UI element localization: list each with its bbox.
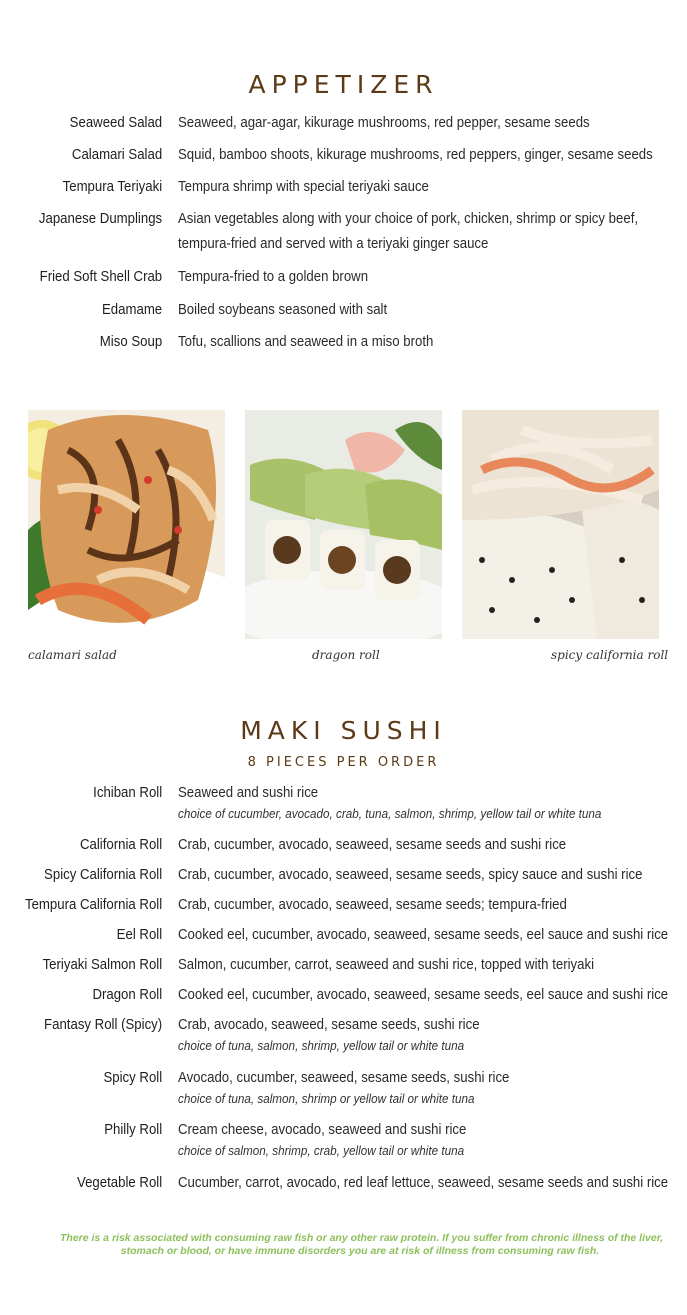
- menu-item: [0, 894, 687, 924]
- item-description: Seaweed and sushi rice: [178, 784, 319, 801]
- disclaimer-line: There is a risk associated with consuming raw fish or any other raw protein. If you suffer from chronic illness of the liver,: [60, 1232, 664, 1244]
- menu-item: [0, 864, 687, 894]
- item-description: Crab, cucumber, avocado, seaweed, sesame seeds and sushi rice: [178, 836, 567, 853]
- dragon-roll-photo: [245, 410, 442, 639]
- item-description: Crab, cucumber, avocado, seaweed, sesame seeds; tempura-fried: [178, 896, 567, 913]
- appetizer-heading: APPETIZER: [248, 70, 439, 99]
- item-description: Tempura-fried to a golden brown: [178, 268, 369, 285]
- item-name: Miso Soup: [99, 333, 163, 350]
- item-description: Cooked eel, cucumber, avocado, seaweed, sesame seeds, eel sauce and sushi rice: [178, 926, 669, 943]
- menu-item: [0, 1067, 687, 1119]
- raw-fish-disclaimer: [60, 1232, 664, 1258]
- menu-item: [0, 1119, 687, 1172]
- item-description: Avocado, cucumber, seaweed, sesame seeds, sushi rice: [178, 1069, 510, 1086]
- item-name: Spicy California Roll: [44, 866, 163, 883]
- item-description: Squid, bamboo shoots, kikurage mushrooms, red peppers, ginger, sesame seeds: [178, 146, 653, 163]
- item-description-cont: tempura-fried and served with a teriyaki ginger sauce: [178, 235, 489, 252]
- menu-item: [0, 1172, 687, 1202]
- menu-item: [0, 954, 687, 984]
- maki-menu: [0, 782, 687, 1202]
- spicy-california-roll-photo: [462, 410, 659, 639]
- menu-item: [0, 331, 687, 363]
- menu-item: [0, 834, 687, 864]
- menu-item: [0, 112, 687, 144]
- item-name: Tempura California Roll: [24, 896, 163, 913]
- disclaimer-line: stomach or blood, or have immune disorders you are at risk of illness from consuming raw fish.: [120, 1245, 600, 1257]
- photo-caption: dragon roll: [312, 648, 380, 662]
- item-name: Ichiban Roll: [93, 784, 163, 801]
- item-name: California Roll: [79, 836, 163, 853]
- menu-item: [0, 266, 687, 299]
- item-name: Eel Roll: [116, 926, 163, 943]
- item-name: Teriyaki Salmon Roll: [42, 956, 163, 973]
- item-description: Tempura shrimp with special teriyaki sauce: [178, 178, 429, 195]
- photo-caption: spicy california roll: [551, 648, 669, 662]
- menu-item: [0, 924, 687, 954]
- item-description: Boiled soybeans seasoned with salt: [178, 301, 388, 318]
- item-name: Edamame: [101, 301, 163, 318]
- item-description: Crab, avocado, seaweed, sesame seeds, sushi rice: [178, 1016, 480, 1033]
- item-description: Tofu, scallions and seaweed in a miso broth: [178, 333, 434, 350]
- item-description: Seaweed, agar-agar, kikurage mushrooms, red pepper, sesame seeds: [178, 114, 590, 131]
- item-note: choice of tuna, salmon, shrimp or yellow tail or white tuna: [178, 1091, 475, 1106]
- item-name: Philly Roll: [104, 1121, 163, 1138]
- photo-caption: calamari salad: [28, 648, 117, 662]
- item-description: Cooked eel, cucumber, avocado, seaweed, sesame seeds, eel sauce and sushi rice: [178, 986, 669, 1003]
- item-name: Tempura Teriyaki: [62, 178, 163, 195]
- item-note: choice of cucumber, avocado, crab, tuna, salmon, shrimp, yellow tail or white tuna: [178, 806, 602, 821]
- item-name: Calamari Salad: [71, 146, 163, 163]
- item-description: Crab, cucumber, avocado, seaweed, sesame seeds, spicy sauce and sushi rice: [178, 866, 643, 883]
- menu-item: [0, 144, 687, 176]
- item-name: Fantasy Roll (Spicy): [44, 1016, 163, 1033]
- item-name: Fried Soft Shell Crab: [39, 268, 163, 285]
- menu-item: [0, 984, 687, 1014]
- item-description: Cucumber, carrot, avocado, red leaf lettuce, seaweed, sesame seeds and sushi rice: [178, 1174, 669, 1191]
- item-note: choice of tuna, salmon, shrimp, yellow tail or white tuna: [178, 1038, 465, 1053]
- menu-item: [0, 208, 687, 266]
- item-name: Vegetable Roll: [77, 1174, 163, 1191]
- item-description: Salmon, cucumber, carrot, seaweed and sushi rice, topped with teriyaki: [178, 956, 595, 973]
- menu-item: [0, 176, 687, 208]
- maki-sushi-subtitle: 8 PIECES PER ORDER: [247, 755, 440, 770]
- item-name: Japanese Dumplings: [38, 210, 163, 227]
- item-description: Asian vegetables along with your choice of pork, chicken, shrimp or spicy beef,: [178, 210, 639, 227]
- item-name: Dragon Roll: [92, 986, 163, 1003]
- appetizer-menu: [0, 112, 687, 363]
- menu-item: [0, 782, 687, 834]
- item-note: choice of salmon, shrimp, crab, yellow tail or white tuna: [178, 1143, 465, 1158]
- maki-sushi-heading: MAKI SUSHI: [240, 716, 447, 745]
- calamari-salad-photo: [28, 410, 225, 639]
- item-description: Cream cheese, avocado, seaweed and sushi rice: [178, 1121, 467, 1138]
- item-name: Seaweed Salad: [69, 114, 163, 131]
- menu-item: [0, 299, 687, 331]
- menu-item: [0, 1014, 687, 1067]
- item-name: Spicy Roll: [103, 1069, 163, 1086]
